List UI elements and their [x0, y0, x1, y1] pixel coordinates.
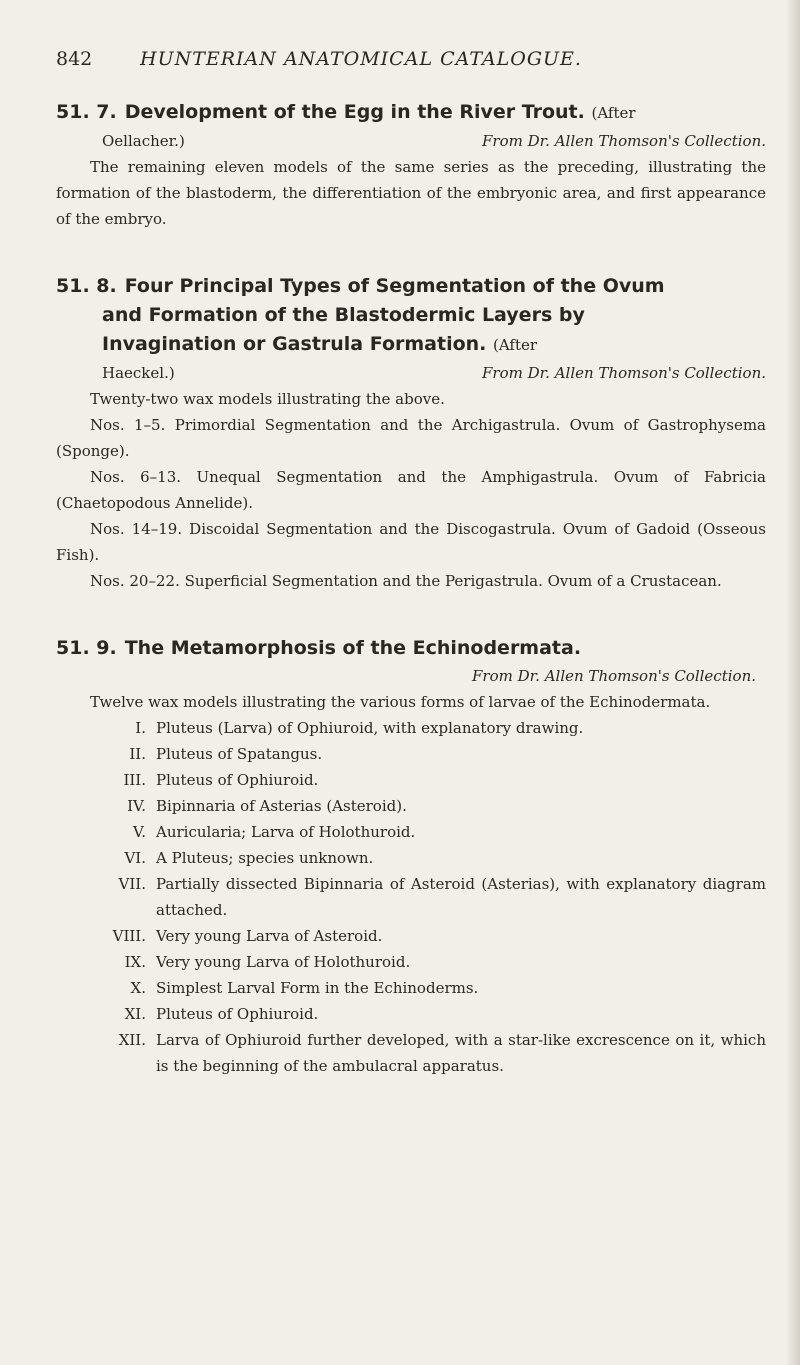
list-item [56, 767, 766, 793]
roman-numeral: V. [133, 823, 146, 841]
list-item-text: Pluteus of Ophiuroid. [156, 1005, 319, 1023]
entry-title-cont [56, 330, 766, 360]
entry-title [56, 98, 766, 128]
entry-number: 51. 9. [56, 637, 117, 659]
list-item-text: Pluteus (Larva) of Ophiuroid, with explanatory drawing. [156, 719, 584, 737]
list-item [56, 1001, 766, 1027]
entry-source: From Dr. Allen Thomson's Collection. [482, 132, 766, 150]
entry-note: (After [493, 336, 538, 354]
roman-numeral: X. [130, 979, 146, 997]
list-item-text: Very young Larva of Asteroid. [156, 927, 383, 945]
list-item-text: A Pluteus; species unknown. [156, 849, 374, 867]
roman-numeral: VII. [118, 875, 146, 893]
credit-line [56, 360, 766, 386]
entry-number: 51. 8. [56, 275, 117, 297]
roman-numeral: VIII. [112, 927, 146, 945]
roman-numeral: II. [129, 745, 146, 763]
roman-numeral: XII. [118, 1031, 146, 1049]
entry-title-text: The Metamorphosis of the Echinodermata. [124, 637, 582, 659]
list-item [56, 975, 766, 1001]
roman-numeral: I. [135, 719, 146, 737]
list-item-text: Auricularia; Larva of Holothuroid. [156, 823, 416, 841]
list-item: Nos. 20–22. Superficial Segmentation and the Perigastrula. Ovum of a Crustacean. [90, 572, 722, 590]
list-item [56, 845, 766, 871]
running-header [56, 48, 766, 70]
entry-number: 51. 7. [56, 101, 117, 123]
entry-51-7 [56, 98, 766, 232]
credit-line [56, 663, 766, 689]
list-item-text: Partially dissected Bipinnaria of Asteroid (Asterias), with explanatory diagram attached. [156, 875, 766, 919]
list-item: Nos. 14–19. Discoidal Segmentation and the Discogastrula. Ovum of Gadoid (Osseous Fish). [56, 520, 766, 564]
page-number: 842 [56, 48, 93, 70]
entry-intro: Twenty-two wax models illustrating the above. [90, 390, 445, 408]
list-item: Nos. 6–13. Unequal Segmentation and the Amphigastrula. Ovum of Fabricia (Chaetopodous Annelide). [56, 468, 766, 512]
larvae-list [56, 715, 766, 1079]
list-item [56, 949, 766, 975]
entry-note: (After [591, 104, 636, 122]
entry-title [56, 272, 766, 301]
list-item-text: Pluteus of Ophiuroid. [156, 771, 319, 789]
entry-51-8 [56, 272, 766, 594]
list-item [56, 793, 766, 819]
entry-title-text: Development of the Egg in the River Trout. [124, 101, 585, 123]
list-item [56, 871, 766, 923]
list-item [56, 1027, 766, 1079]
list-item [56, 741, 766, 767]
entry-title-text: Four Principal Types of Segmentation of the Ovum [124, 275, 665, 297]
entry-note-cont: Oellacher.) [102, 132, 185, 150]
list-item-text: Very young Larva of Holothuroid. [156, 953, 411, 971]
entry-note-cont: Haeckel.) [102, 364, 175, 382]
entry-intro: Twelve wax models illustrating the various forms of larvae of the Echinodermata. [90, 693, 711, 711]
roman-numeral: VI. [124, 849, 146, 867]
entry-title-text: Invagination or Gastrula Formation. [102, 333, 487, 355]
list-item [56, 819, 766, 845]
roman-numeral: IX. [124, 953, 146, 971]
list-item-text: Pluteus of Spatangus. [156, 745, 323, 763]
entry-source: From Dr. Allen Thomson's Collection. [482, 364, 766, 382]
roman-numeral: III. [123, 771, 146, 789]
entry-source: From Dr. Allen Thomson's Collection. [472, 667, 756, 685]
entry-body: The remaining eleven models of the same series as the preceding, illustrating the formation of the blastoderm, the differentiation of the embryonic area, and first appearance of the embryo. [56, 158, 766, 228]
roman-numeral: XI. [124, 1005, 146, 1023]
entry-title [56, 634, 766, 663]
credit-line [56, 128, 766, 154]
roman-numeral: IV. [127, 797, 146, 815]
entry-51-9 [56, 634, 766, 1079]
list-item [56, 715, 766, 741]
page-edge-shadow [786, 0, 800, 1365]
list-item: Nos. 1–5. Primordial Segmentation and the Archigastrula. Ovum of Gastrophysema (Sponge). [56, 416, 766, 460]
entry-title-cont: and Formation of the Blastodermic Layers by [102, 304, 585, 326]
list-item-text: Larva of Ophiuroid further developed, with a star-like excrescence on it, which is the beginning of the ambulacral apparatus. [156, 1031, 766, 1075]
list-item-text: Simplest Larval Form in the Echinoderms. [156, 979, 479, 997]
list-item-text: Bipinnaria of Asterias (Asteroid). [156, 797, 407, 815]
running-title: HUNTERIAN ANATOMICAL CATALOGUE. [140, 48, 582, 70]
list-item [56, 923, 766, 949]
